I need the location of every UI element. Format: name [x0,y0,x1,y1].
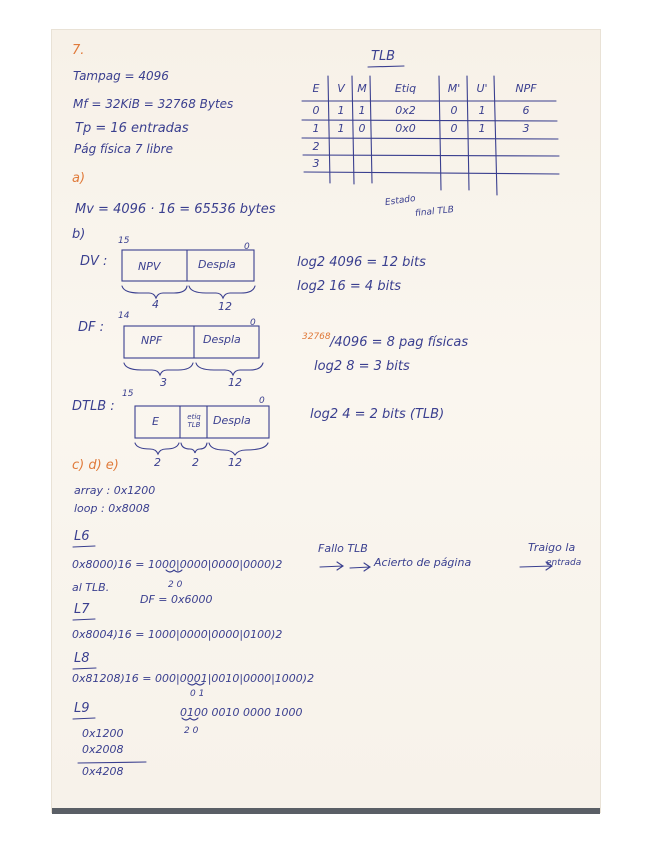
l6-equation: 0x8000)16 = 1000|0000|0000|0000)2 [72,558,283,571]
dv-field-npv: NPV [138,260,161,273]
dtlb-bit-lo: 0 [259,396,265,406]
tlb-cell: 2 [312,140,320,153]
l6-under: 2 0 [168,580,183,590]
log-4: log2 4 = 2 bits (TLB) [310,407,445,422]
tlb-cell: 0 [450,122,458,135]
l7-equation: 0x8004)16 = 1000|0000|0000|0100)2 [72,628,283,641]
tlb-title: TLB [371,49,396,64]
dv-width-npv: 4 [152,298,159,311]
l9-sum: 0x4208 [82,765,124,778]
df-field-despla: Despla [203,333,241,346]
l8-under: 0 1 [190,689,205,699]
l9-label: L9 [74,701,90,716]
l6-al-tlb: al TLB. [72,581,110,594]
l8-label: L8 [74,651,90,666]
dtlb-width-despla: 12 [228,456,242,469]
tlb-cell: 0 [358,122,366,135]
given-tp: Tp = 16 entradas [75,121,189,136]
tlb-cell: 0x0 [395,122,416,135]
tlb-cell: 1 [312,122,320,135]
problem-number: 7. [72,43,85,58]
l6-traigo-la: Traigo la [528,541,576,554]
tlb-cell: 0x2 [395,104,416,117]
part-cde-label: c) d) e) [72,458,119,473]
tlb-header-m-prime: M' [447,82,461,95]
l9-under: 2 0 [184,726,199,736]
tlb-cell: 3 [522,122,530,135]
dtlb-width-etiq: 2 [192,456,199,469]
dtlb-field-etiq: etiq TLB [187,413,201,429]
tlb-cell: 1 [337,122,345,135]
l6-df: DF = 0x6000 [140,593,213,606]
tlb-header-m: M [357,82,367,95]
array-address: array : 0x1200 [74,484,156,497]
df-bit-lo: 0 [250,318,256,328]
df-field-npf: NPF [141,334,163,347]
l6-fallo-tlb: Fallo TLB [318,542,368,555]
dtlb-bit-hi: 15 [122,389,134,399]
given-pag-fisica: Pág física 7 libre [74,142,173,156]
df-width-npf: 3 [160,376,167,389]
log-8: log2 8 = 3 bits [314,359,410,374]
l7-label: L7 [74,602,90,617]
df-width-despla: 12 [228,376,242,389]
dv-label: DV : [80,254,108,269]
l8-equation: 0x81208)16 = 000|0001|0010|0000|1000)2 [72,672,315,685]
tlb-cell: 1 [478,122,486,135]
given-mf: Mf = 32KiB = 32768 Bytes [73,97,234,111]
part-a-label: a) [72,171,86,186]
tlb-header-etiq: Etiq [394,82,417,95]
dtlb-width-e: 2 [154,456,161,469]
tlb-cell: 1 [337,104,345,117]
dtlb-field-despla: Despla [213,414,251,427]
l6-label: L6 [74,529,90,544]
tlb-caption-estado: Estado [384,193,417,209]
frac-numerator: 32768 [302,332,331,342]
tlb-cell: 6 [522,104,530,117]
given-tampag: Tampag = 4096 [73,69,169,83]
part-b-label: b) [72,227,86,242]
dv-bit-lo: 0 [244,242,250,252]
tlb-header-npf: NPF [515,82,537,95]
log-16: log2 16 = 4 bits [297,279,402,294]
dv-width-despla: 12 [218,300,232,313]
dv-field-despla: Despla [198,258,236,271]
tlb-header-v: V [337,82,345,95]
dtlb-label: DTLB : [72,399,115,414]
l9-binary: 0100 0010 0000 1000 [180,706,303,719]
tlb-cell: 0 [312,104,320,117]
dv-bit-hi: 15 [118,236,130,246]
tlb-cell: 1 [358,104,366,117]
part-a-text: Mv = 4096 · 16 = 65536 bytes [75,202,276,217]
dtlb-field-e: E [152,415,159,428]
log-4096: log2 4096 = 12 bits [297,255,426,270]
tlb-caption-final: final TLB [414,204,455,220]
tlb-cell: 3 [312,157,320,170]
df-label: DF : [78,320,104,335]
l9-addend-1: 0x1200 [82,727,124,740]
tlb-header-e: E [312,82,320,95]
l9-addend-2: 0x2008 [82,743,124,756]
loop-address: loop : 0x8008 [74,502,150,515]
tlb-cell: 0 [450,104,458,117]
df-bit-hi: 14 [118,311,130,321]
l6-acierto-pagina: Acierto de página [374,556,472,569]
tlb-cell: 1 [478,104,486,117]
frac-rest: /4096 = 8 pag físicas [330,335,469,350]
l6-entrada: entrada [546,558,582,568]
tlb-header-u-prime: U' [476,82,488,95]
tlb-title-underline [368,66,404,67]
